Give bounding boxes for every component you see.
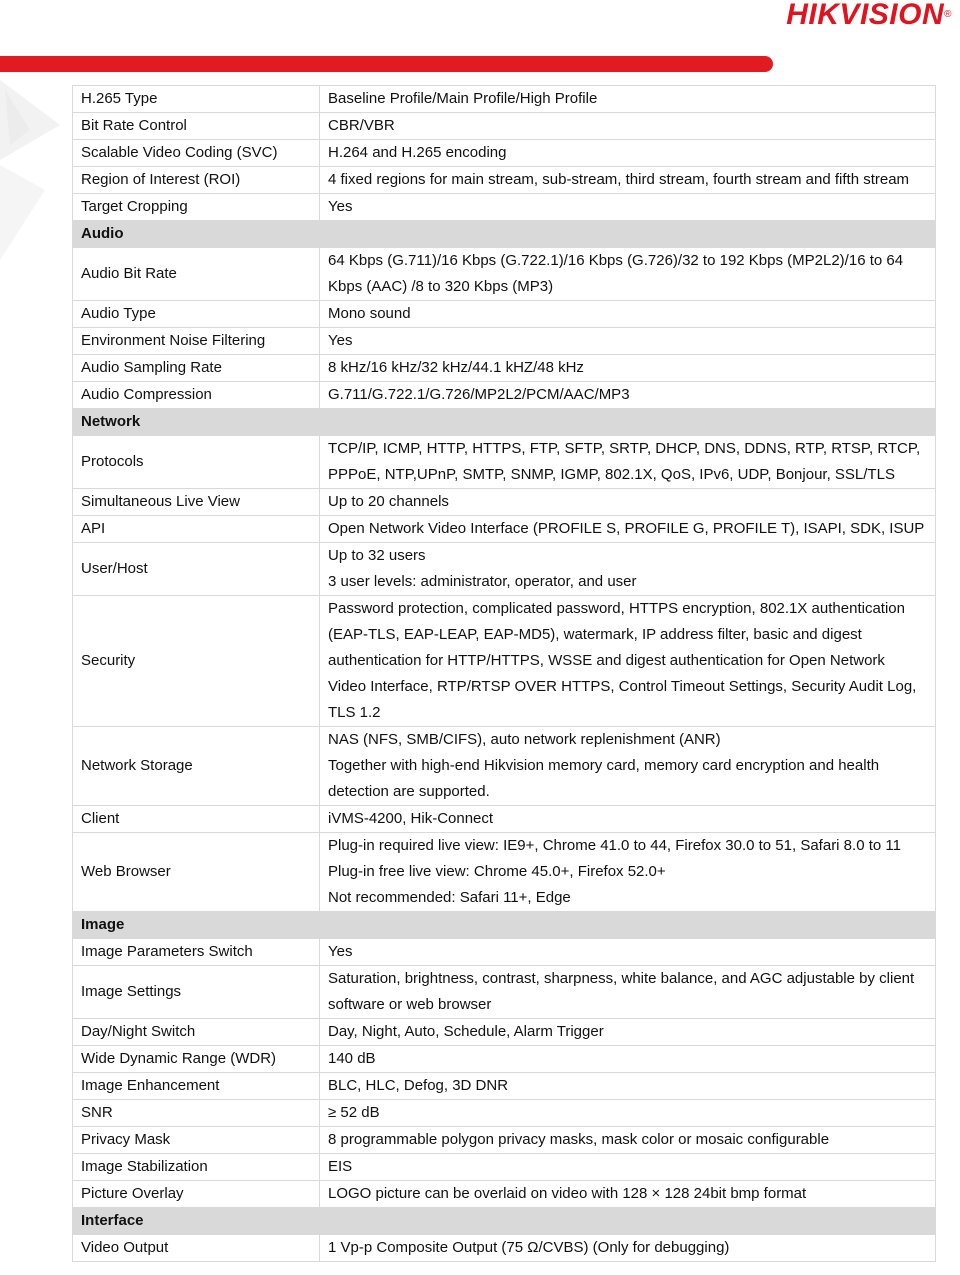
section-header	[73, 1208, 936, 1235]
spec-label: User/Host	[73, 543, 320, 596]
spec-row	[73, 1235, 936, 1262]
spec-label: Security	[73, 596, 320, 727]
spec-label: Wide Dynamic Range (WDR)	[73, 1046, 320, 1073]
spec-label: Target Cropping	[73, 194, 320, 221]
hikvision-logo: HIKVISION®	[786, 0, 952, 31]
spec-value-line: Yes	[328, 943, 353, 960]
spec-value-line: Saturation, brightness, contrast, sharpness, white balance, and AGC adjustable by client software or web browser	[328, 970, 915, 1013]
spec-row	[73, 806, 936, 833]
spec-value-line: ≥ 52 dB	[328, 1104, 380, 1121]
spec-value-line: 4 fixed regions for main stream, sub-stream, third stream, fourth stream and fifth stream	[328, 171, 910, 188]
spec-row	[73, 86, 936, 113]
spec-value	[320, 1235, 936, 1262]
spec-value-line: NAS (NFS, SMB/CIFS), auto network replenishment (ANR)	[328, 731, 721, 748]
spec-label: Image Stabilization	[73, 1154, 320, 1181]
spec-value	[320, 248, 936, 301]
spec-value	[320, 194, 936, 221]
spec-value-line: Not recommended: Safari 11+, Edge	[328, 889, 571, 906]
spec-row	[73, 382, 936, 409]
spec-value-line: TCP/IP, ICMP, HTTP, HTTPS, FTP, SFTP, SRTP, DHCP, DNS, DDNS, RTP, RTSP, RTCP, PPPoE, NTP,UPnP, SMTP, SNMP, IGMP, 802.1X, QoS, IPv6, UDP, Bonjour, SSL/TLS	[328, 440, 921, 483]
spec-value-line: Together with high-end Hikvision memory card, memory card encryption and health detection are supported.	[328, 757, 880, 800]
spec-label: Image Parameters Switch	[73, 939, 320, 966]
spec-value-line: Day, Night, Auto, Schedule, Alarm Trigger	[328, 1023, 604, 1040]
spec-value	[320, 355, 936, 382]
spec-value-line: Yes	[328, 198, 353, 215]
spec-value	[320, 939, 936, 966]
spec-value-line: Mono sound	[328, 305, 411, 322]
spec-row	[73, 543, 936, 596]
spec-value-line: H.264 and H.265 encoding	[328, 144, 507, 161]
spec-row	[73, 140, 936, 167]
spec-label: Simultaneous Live View	[73, 489, 320, 516]
spec-value	[320, 1127, 936, 1154]
spec-value-line: Password protection, complicated password, HTTPS encryption, 802.1X authentication (EAP-TLS, EAP-LEAP, EAP-MD5), watermark, IP address filter, basic and digest authentication for HTTP/HTTPS, WSSE and digest authentication for Open Network Video Interface, RTP/RTSP OVER HTTPS, Control Timeout Settings, Security Audit Log, TLS 1.2	[328, 600, 917, 721]
spec-value-line: Plug-in free live view: Chrome 45.0+, Firefox 52.0+	[328, 863, 666, 880]
spec-row	[73, 596, 936, 727]
spec-value	[320, 1181, 936, 1208]
spec-label: Day/Night Switch	[73, 1019, 320, 1046]
spec-row	[73, 1100, 936, 1127]
spec-value-line: 64 Kbps (G.711)/16 Kbps (G.722.1)/16 Kbps (G.726)/32 to 192 Kbps (MP2L2)/16 to 64 Kbps (AAC) /8 to 320 Kbps (MP3)	[328, 252, 904, 295]
spec-label: SNR	[73, 1100, 320, 1127]
spec-value-line: 8 programmable polygon privacy masks, mask color or mosaic configurable	[328, 1131, 830, 1148]
spec-value	[320, 1154, 936, 1181]
spec-row	[73, 167, 936, 194]
spec-label: Bit Rate Control	[73, 113, 320, 140]
spec-row	[73, 194, 936, 221]
spec-label: Image Settings	[73, 966, 320, 1019]
section-header	[73, 409, 936, 436]
spec-value	[320, 382, 936, 409]
spec-value-line: 3 user levels: administrator, operator, and user	[328, 573, 637, 590]
spec-value-line: LOGO picture can be overlaid on video with 128 × 128 24bit bmp format	[328, 1185, 807, 1202]
spec-label: Region of Interest (ROI)	[73, 167, 320, 194]
spec-value	[320, 436, 936, 489]
spec-row	[73, 113, 936, 140]
spec-value-line: CBR/VBR	[328, 117, 395, 134]
spec-value-line: iVMS-4200, Hik-Connect	[328, 810, 494, 827]
spec-value	[320, 301, 936, 328]
spec-label: Environment Noise Filtering	[73, 328, 320, 355]
watermark-decoration	[0, 70, 80, 270]
spec-row	[73, 248, 936, 301]
spec-value	[320, 86, 936, 113]
spec-value	[320, 806, 936, 833]
spec-row	[73, 1073, 936, 1100]
spec-value	[320, 596, 936, 727]
spec-value	[320, 140, 936, 167]
spec-value	[320, 1100, 936, 1127]
spec-label: Video Output	[73, 1235, 320, 1262]
spec-value	[320, 113, 936, 140]
spec-value	[320, 167, 936, 194]
spec-row	[73, 727, 936, 806]
spec-value-line: Yes	[328, 332, 353, 349]
spec-value	[320, 966, 936, 1019]
spec-row	[73, 1154, 936, 1181]
spec-value-line: 1 Vp-p Composite Output (75 Ω/CVBS) (Only for debugging)	[328, 1239, 730, 1256]
spec-value-line: Baseline Profile/Main Profile/High Profile	[328, 90, 598, 107]
spec-row	[73, 1046, 936, 1073]
spec-value	[320, 489, 936, 516]
spec-label: Privacy Mask	[73, 1127, 320, 1154]
spec-row	[73, 355, 936, 382]
spec-value	[320, 1019, 936, 1046]
spec-row	[73, 436, 936, 489]
spec-label: Audio Type	[73, 301, 320, 328]
section-title: Audio	[73, 221, 936, 248]
spec-value-line: Up to 20 channels	[328, 493, 449, 510]
spec-label: Web Browser	[73, 833, 320, 912]
spec-label: Network Storage	[73, 727, 320, 806]
spec-row	[73, 516, 936, 543]
section-title: Image	[73, 912, 936, 939]
spec-value-line: Up to 32 users	[328, 547, 426, 564]
spec-value	[320, 543, 936, 596]
spec-label: Picture Overlay	[73, 1181, 320, 1208]
spec-row	[73, 1181, 936, 1208]
section-header	[73, 221, 936, 248]
spec-value	[320, 1073, 936, 1100]
spec-value-line: EIS	[328, 1158, 353, 1175]
spec-label: Protocols	[73, 436, 320, 489]
spec-label: Audio Bit Rate	[73, 248, 320, 301]
spec-label: Audio Compression	[73, 382, 320, 409]
spec-label: Image Enhancement	[73, 1073, 320, 1100]
spec-row	[73, 328, 936, 355]
spec-row	[73, 966, 936, 1019]
spec-value-line: Plug-in required live view: IE9+, Chrome 41.0 to 44, Firefox 30.0 to 51, Safari 8.0 to 11	[328, 837, 901, 854]
spec-value	[320, 516, 936, 543]
spec-row	[73, 939, 936, 966]
spec-label: H.265 Type	[73, 86, 320, 113]
spec-value	[320, 328, 936, 355]
spec-label: Scalable Video Coding (SVC)	[73, 140, 320, 167]
section-header	[73, 912, 936, 939]
spec-value-line: 140 dB	[328, 1050, 376, 1067]
section-title: Interface	[73, 1208, 936, 1235]
spec-table	[72, 85, 936, 1262]
spec-value-line: Open Network Video Interface (PROFILE S, PROFILE G, PROFILE T), ISAPI, SDK, ISUP	[328, 520, 925, 537]
spec-row	[73, 301, 936, 328]
spec-value	[320, 1046, 936, 1073]
spec-value	[320, 833, 936, 912]
spec-label: API	[73, 516, 320, 543]
spec-value-line: G.711/G.722.1/G.726/MP2L2/PCM/AAC/MP3	[328, 386, 630, 403]
header-accent-bar	[0, 56, 773, 72]
spec-value-line: 8 kHz/16 kHz/32 kHz/44.1 kHZ/48 kHz	[328, 359, 584, 376]
spec-row	[73, 489, 936, 516]
spec-label: Client	[73, 806, 320, 833]
spec-row	[73, 1019, 936, 1046]
spec-row	[73, 1127, 936, 1154]
spec-row	[73, 833, 936, 912]
spec-label: Audio Sampling Rate	[73, 355, 320, 382]
section-title: Network	[73, 409, 936, 436]
spec-value	[320, 727, 936, 806]
spec-value-line: BLC, HLC, Defog, 3D DNR	[328, 1077, 509, 1094]
